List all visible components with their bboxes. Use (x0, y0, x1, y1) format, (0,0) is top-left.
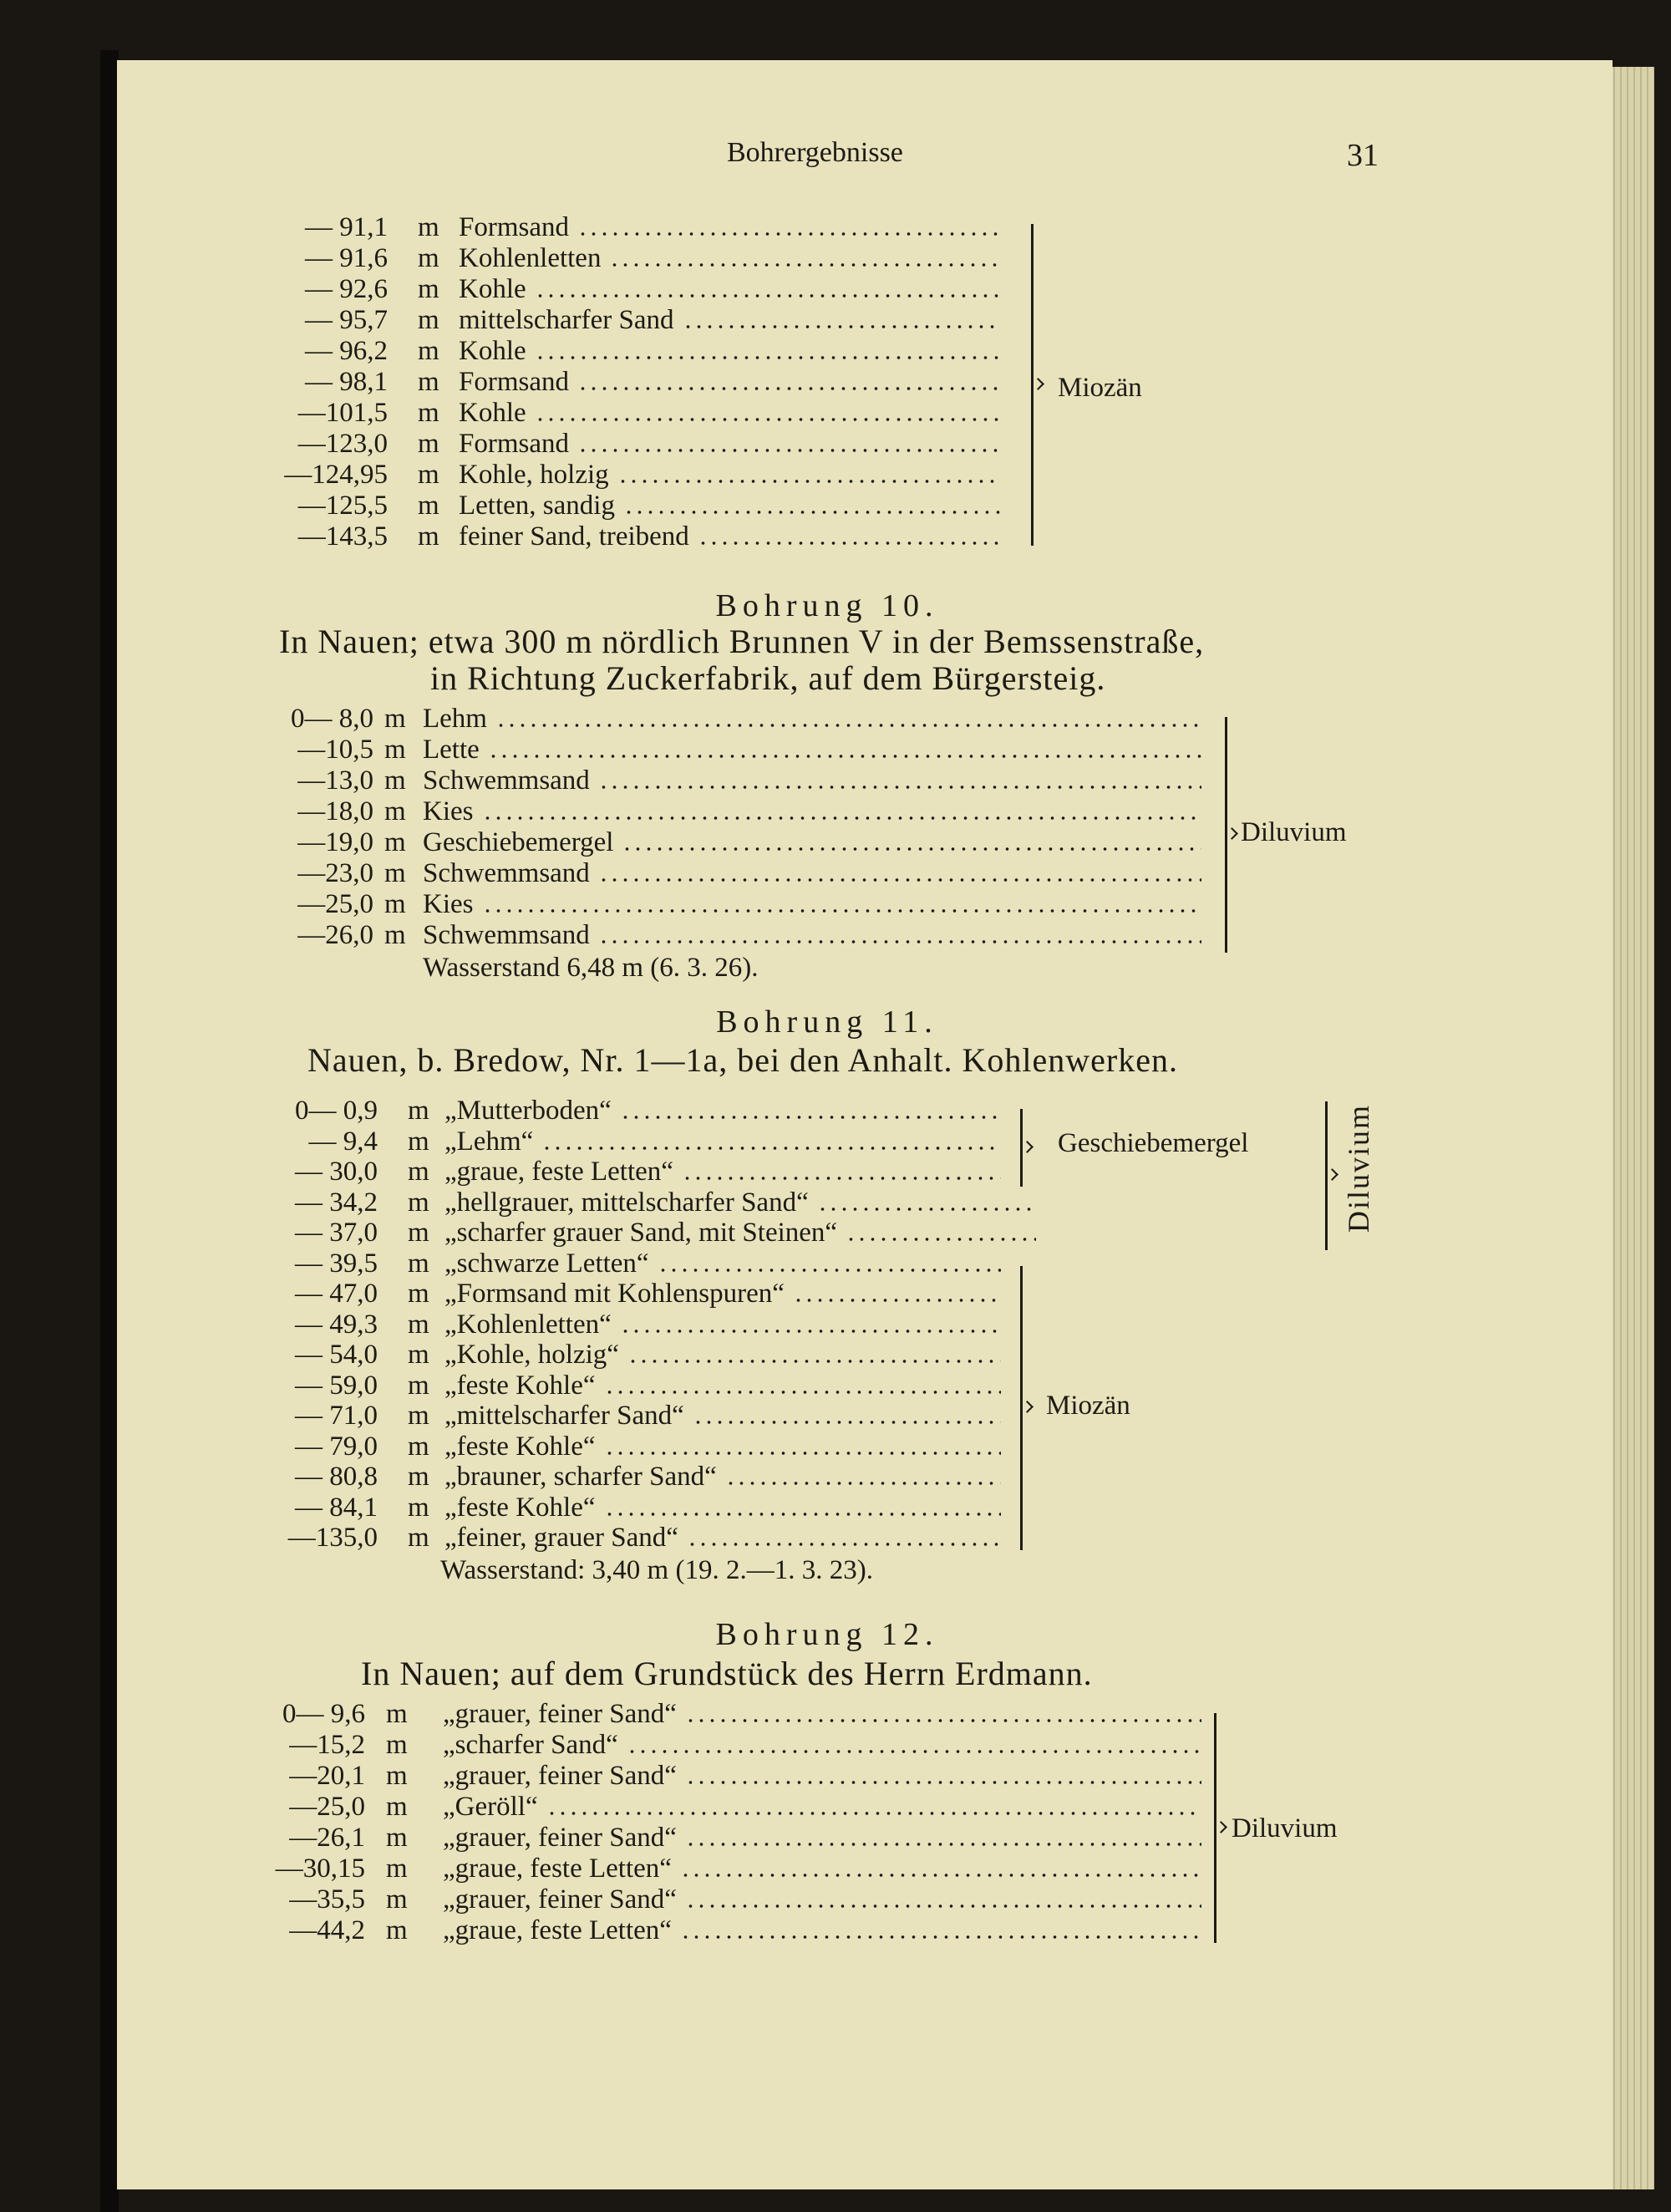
material-cell (423, 827, 1201, 858)
material-name: Kohle (459, 398, 526, 428)
dot-leader (683, 324, 1002, 329)
depth-value: — 37,0 (295, 1218, 378, 1248)
boring-layer-row (0, 274, 1671, 305)
group-label-diluvium-2: Diluvium (1232, 1813, 1338, 1843)
boring-layer-row (0, 1279, 1671, 1309)
dot-leader (622, 847, 1201, 852)
material-cell (443, 1761, 1201, 1792)
dot-leader (577, 386, 1001, 391)
bohrung-11-water-level: Wasserstand: 3,40 m (19. 2.—1. 3. 23). (440, 1555, 873, 1585)
dot-leader (680, 1873, 1201, 1878)
dot-leader (604, 1512, 1002, 1517)
material-name: „schwarze Letten“ (444, 1248, 649, 1279)
material-name: Schwemmsand (423, 858, 590, 888)
dot-leader (482, 816, 1202, 821)
depth-value: —124,95 (284, 460, 388, 490)
material-name: „Kohlenletten“ (444, 1309, 612, 1340)
material-name: Lette (423, 735, 480, 765)
dot-leader (627, 1359, 1001, 1364)
material-cell (443, 1884, 1201, 1915)
boring-layer-row (0, 491, 1671, 521)
boring-layer-row (0, 889, 1671, 920)
bohrung-11-location: Nauen, b. Bredow, Nr. 1—1a, bei den Anhalt. Kohlenwerken. (307, 1041, 1178, 1079)
dot-leader (617, 479, 1001, 484)
boring-layer-row (0, 1187, 1671, 1218)
depth-value: — 30,0 (295, 1157, 378, 1187)
boring-layer-row (0, 1401, 1671, 1431)
depth-unit: m (386, 1823, 408, 1853)
material-cell (444, 1126, 1001, 1157)
depth-value: — 54,0 (295, 1340, 378, 1370)
boring-layer-row (0, 920, 1671, 951)
bohrung-10-location-line-2: in Richtung Zuckerfabrik, auf dem Bürgersteig. (430, 659, 1106, 697)
depth-unit: m (408, 1126, 429, 1157)
dot-leader (725, 1481, 1001, 1486)
running-title: Bohrergebnisse (727, 137, 903, 168)
material-name: Letten, sandig (459, 491, 615, 521)
dot-leader (627, 1749, 1201, 1754)
dot-leader (482, 908, 1202, 913)
boring-layer-row (0, 1792, 1671, 1823)
material-cell (444, 1401, 1001, 1431)
bohrung-10-title: Bohrung 10. (715, 588, 939, 623)
boring-layer-row (0, 1462, 1671, 1492)
depth-value: 0— 8,0 (291, 704, 373, 734)
material-cell (443, 1915, 1201, 1946)
depth-unit: m (384, 765, 406, 796)
depth-value: — 96,2 (305, 336, 388, 366)
depth-unit: m (408, 1157, 429, 1187)
material-name: „Kohle, holzig“ (444, 1340, 619, 1370)
depth-unit: m (408, 1370, 429, 1401)
material-name: „graue, feste Letten“ (443, 1915, 672, 1945)
depth-unit: m (418, 336, 439, 366)
depth-unit: m (384, 858, 406, 888)
depth-unit: m (384, 920, 406, 950)
depth-unit: m (384, 827, 406, 857)
depth-value: —20,1 (289, 1761, 365, 1791)
boring-layer-row (0, 1248, 1671, 1279)
depth-unit: m (386, 1761, 408, 1791)
dot-leader (577, 448, 1001, 453)
dot-leader (598, 939, 1201, 944)
boring-layer-row (0, 1730, 1671, 1761)
material-name: Geschiebemergel (423, 827, 614, 857)
boring-layer-row (0, 429, 1671, 460)
group-label-geschiebemergel: Geschiebemergel (1058, 1128, 1249, 1158)
depth-value: —143,5 (297, 521, 388, 552)
depth-unit: m (384, 735, 406, 765)
material-cell (459, 305, 1001, 336)
depth-unit: m (418, 491, 439, 521)
material-cell (444, 1309, 1001, 1340)
depth-value: — 80,8 (295, 1462, 378, 1492)
dot-leader (685, 1780, 1201, 1785)
material-name: Kohle (459, 336, 526, 366)
boring-layer-row (0, 1492, 1671, 1523)
depth-value: 0— 0,9 (295, 1096, 378, 1126)
depth-unit: m (386, 1915, 408, 1945)
boring-layer-row (0, 1699, 1671, 1730)
depth-unit: m (418, 521, 439, 552)
group-label-miozaen: Miozän (1058, 373, 1142, 403)
material-name: Kies (423, 889, 474, 919)
depth-value: —25,0 (289, 1792, 365, 1822)
material-cell (423, 858, 1201, 889)
dot-leader (604, 1451, 1002, 1456)
depth-value: — 59,0 (295, 1370, 378, 1401)
material-cell (444, 1157, 1001, 1187)
material-cell (444, 1187, 1036, 1218)
boring-layer-row (0, 1218, 1671, 1248)
depth-unit: m (386, 1854, 408, 1884)
depth-unit: m (386, 1730, 408, 1760)
boring-layer-row (0, 1431, 1671, 1462)
depth-value: —18,0 (297, 796, 373, 826)
depth-value: —123,0 (297, 429, 388, 459)
boring-layer-row (0, 796, 1671, 827)
dot-leader (495, 723, 1201, 728)
dot-leader (577, 231, 1001, 236)
material-name: Formsand (459, 429, 569, 459)
depth-unit: m (418, 460, 439, 490)
boring-layer-row (0, 765, 1671, 796)
material-name: „feiner, grauer Sand“ (444, 1523, 678, 1553)
dot-leader (846, 1237, 1036, 1242)
material-cell (459, 243, 1001, 274)
material-name: „graue, feste Letten“ (444, 1157, 673, 1187)
dot-leader (604, 1390, 1002, 1395)
depth-value: — 34,2 (295, 1187, 378, 1218)
depth-value: — 84,1 (295, 1492, 378, 1523)
depth-unit: m (408, 1279, 429, 1309)
material-name: Kies (423, 796, 474, 826)
dot-leader (682, 1176, 1001, 1181)
material-cell (444, 1431, 1001, 1462)
material-cell (444, 1370, 1001, 1401)
material-cell (443, 1792, 1201, 1823)
material-cell (423, 704, 1201, 735)
bohrung-11-title: Bohrung 11. (716, 1004, 938, 1040)
material-cell (423, 765, 1201, 796)
depth-unit: m (418, 243, 439, 273)
material-cell (443, 1823, 1201, 1854)
bohrung-10-water-level: Wasserstand 6,48 m (6. 3. 26). (423, 953, 759, 983)
dot-leader (546, 1811, 1201, 1816)
depth-value: — 91,1 (305, 212, 388, 242)
material-name: „Geröll“ (443, 1792, 538, 1822)
boring-layer-row (0, 1157, 1671, 1187)
depth-value: —35,5 (289, 1884, 365, 1915)
material-name: „graue, feste Letten“ (443, 1854, 672, 1884)
dot-leader (685, 1842, 1201, 1847)
depth-value: —30,15 (275, 1854, 365, 1884)
depth-unit: m (408, 1523, 429, 1553)
depth-value: —23,0 (297, 858, 373, 888)
boring-layer-row (0, 1126, 1671, 1157)
depth-unit: m (408, 1492, 429, 1523)
boring-layer-row (0, 704, 1671, 735)
material-name: „feste Kohle“ (444, 1431, 596, 1462)
boring-layer-row (0, 827, 1671, 858)
material-name: „Mutterboden“ (444, 1096, 612, 1126)
depth-unit: m (408, 1218, 429, 1248)
boring-layer-row (0, 1340, 1671, 1370)
material-name: Kohle (459, 274, 526, 304)
group-label-diluvium: Diluvium (1241, 817, 1347, 847)
dot-leader (693, 1420, 1001, 1425)
boring-layer-row (0, 460, 1671, 491)
boring-layer-row (0, 1523, 1671, 1553)
dot-leader (817, 1207, 1036, 1212)
material-cell (459, 429, 1001, 460)
boring-layer-row (0, 1309, 1671, 1340)
depth-unit: m (408, 1462, 429, 1492)
material-name: Schwemmsand (423, 920, 590, 950)
dot-leader (687, 1542, 1001, 1547)
depth-unit: m (418, 367, 439, 397)
boring-layer-row (0, 1823, 1671, 1854)
material-cell (444, 1523, 1001, 1553)
depth-unit: m (386, 1884, 408, 1915)
boring-layer-row (0, 1761, 1671, 1792)
material-cell (423, 735, 1201, 765)
boring-layer-row (0, 305, 1671, 336)
depth-unit: m (408, 1187, 429, 1218)
depth-value: 0— 9,6 (282, 1699, 365, 1729)
depth-value: — 49,3 (295, 1309, 378, 1340)
depth-value: — 91,6 (305, 243, 388, 273)
material-cell (444, 1218, 1036, 1248)
depth-value: —135,0 (287, 1523, 378, 1553)
material-name: Kohlenletten (459, 243, 602, 273)
boring-layer-row (0, 367, 1671, 398)
boring-layer-row (0, 858, 1671, 889)
material-cell (444, 1279, 1001, 1309)
material-name: „Formsand mit Kohlenspuren“ (444, 1279, 785, 1309)
material-cell (443, 1730, 1201, 1761)
boring-layer-row (0, 336, 1671, 367)
boring-layer-row (0, 243, 1671, 274)
dot-leader (609, 262, 1001, 267)
depth-value: —101,5 (297, 398, 388, 428)
bohrung-10-location-line-1: In Nauen; etwa 300 m nördlich Brunnen V in der Bemssenstraße, (279, 623, 1205, 660)
material-name: „brauner, scharfer Sand“ (444, 1462, 717, 1492)
depth-unit: m (408, 1096, 429, 1126)
depth-value: —25,0 (297, 889, 373, 919)
depth-value: —15,2 (289, 1730, 365, 1760)
boring-layer-row (0, 1915, 1671, 1946)
depth-value: — 95,7 (305, 305, 388, 335)
depth-unit: m (384, 889, 406, 919)
dot-leader (541, 1146, 1001, 1151)
boring-layer-row (0, 1096, 1671, 1126)
material-cell (444, 1248, 1001, 1279)
depth-value: —44,2 (289, 1915, 365, 1945)
boring-layer-row (0, 1370, 1671, 1401)
material-name: „scharfer grauer Sand, mit Steinen“ (444, 1218, 838, 1248)
dot-leader (658, 1268, 1001, 1273)
material-cell (423, 889, 1201, 920)
dot-leader (685, 1904, 1201, 1909)
material-name: Formsand (459, 212, 569, 242)
material-name: „Lehm“ (444, 1126, 534, 1157)
depth-unit: m (408, 1248, 429, 1279)
material-cell (444, 1492, 1001, 1523)
dot-leader (793, 1298, 1001, 1303)
depth-unit: m (384, 704, 406, 734)
boring-layer-row (0, 521, 1671, 552)
dot-leader (535, 417, 1001, 422)
material-name: „feste Kohle“ (444, 1370, 596, 1401)
material-cell (444, 1340, 1001, 1370)
depth-value: — 9,4 (308, 1126, 378, 1157)
material-name: Kohle, holzig (459, 460, 609, 490)
material-name: „grauer, feiner Sand“ (443, 1823, 677, 1853)
depth-value: — 92,6 (305, 274, 388, 304)
depth-value: — 71,0 (295, 1401, 378, 1431)
depth-value: — 98,1 (305, 367, 388, 397)
group-label-diluvium-rotated: Diluvium (1342, 1103, 1375, 1233)
material-cell (459, 491, 1001, 521)
dot-leader (623, 510, 1001, 515)
material-name: „grauer, feiner Sand“ (443, 1761, 677, 1791)
depth-unit: m (408, 1340, 429, 1370)
depth-unit: m (418, 274, 439, 304)
depth-unit: m (386, 1792, 408, 1822)
material-name: „grauer, feiner Sand“ (443, 1699, 677, 1729)
depth-value: —26,1 (289, 1823, 365, 1853)
dot-leader (698, 541, 1001, 546)
material-name: Lehm (423, 704, 487, 734)
page-number: 31 (1347, 138, 1379, 173)
dot-leader (620, 1329, 1001, 1334)
material-cell (459, 460, 1001, 491)
depth-value: —10,5 (297, 735, 373, 765)
dot-leader (685, 1718, 1201, 1723)
depth-unit: m (386, 1699, 408, 1729)
material-name: „mittelscharfer Sand“ (444, 1401, 684, 1431)
depth-value: —13,0 (297, 765, 373, 796)
boring-layer-row (0, 398, 1671, 429)
dot-leader (680, 1935, 1201, 1940)
material-cell (423, 920, 1201, 951)
material-name: „scharfer Sand“ (443, 1730, 618, 1760)
depth-value: — 47,0 (295, 1279, 378, 1309)
depth-unit: m (384, 796, 406, 826)
dot-leader (598, 785, 1201, 790)
material-cell (459, 398, 1001, 429)
depth-unit: m (418, 212, 439, 242)
depth-unit: m (418, 398, 439, 428)
boring-layer-row (0, 1854, 1671, 1884)
material-cell (443, 1854, 1201, 1884)
material-cell (443, 1699, 1201, 1730)
group-label-miozaen-2: Miozän (1046, 1391, 1130, 1421)
material-name: mittelscharfer Sand (459, 305, 674, 335)
material-cell (444, 1462, 1001, 1492)
boring-layer-row (0, 212, 1671, 243)
dot-leader (620, 1115, 1001, 1120)
boring-layer-row (0, 1884, 1671, 1915)
material-cell (459, 274, 1001, 305)
depth-value: —125,5 (297, 491, 388, 521)
depth-unit: m (408, 1431, 429, 1462)
material-cell (459, 336, 1001, 367)
depth-value: —19,0 (297, 827, 373, 857)
material-cell (459, 212, 1001, 243)
depth-value: — 79,0 (295, 1431, 378, 1462)
boring-layer-row (0, 735, 1671, 765)
dot-leader (535, 293, 1001, 298)
material-cell (444, 1096, 1001, 1126)
material-name: „feste Kohle“ (444, 1492, 596, 1523)
depth-value: —26,0 (297, 920, 373, 950)
dot-leader (488, 754, 1201, 759)
material-cell (459, 521, 1001, 552)
depth-value: — 39,5 (295, 1248, 378, 1279)
dot-leader (535, 355, 1001, 360)
material-name: Formsand (459, 367, 569, 397)
depth-unit: m (408, 1309, 429, 1340)
material-cell (459, 367, 1001, 398)
material-name: „hellgrauer, mittelscharfer Sand“ (444, 1187, 809, 1218)
material-cell (423, 796, 1201, 827)
depth-unit: m (408, 1401, 429, 1431)
material-name: Schwemmsand (423, 765, 590, 796)
dot-leader (598, 877, 1201, 882)
bohrung-12-title: Bohrung 12. (715, 1617, 939, 1652)
bohrung-12-location: In Nauen; auf dem Grundstück des Herrn Erdmann. (361, 1655, 1093, 1692)
depth-unit: m (418, 429, 439, 459)
material-name: „grauer, feiner Sand“ (443, 1884, 677, 1915)
depth-unit: m (418, 305, 439, 335)
material-name: feiner Sand, treibend (459, 521, 689, 552)
